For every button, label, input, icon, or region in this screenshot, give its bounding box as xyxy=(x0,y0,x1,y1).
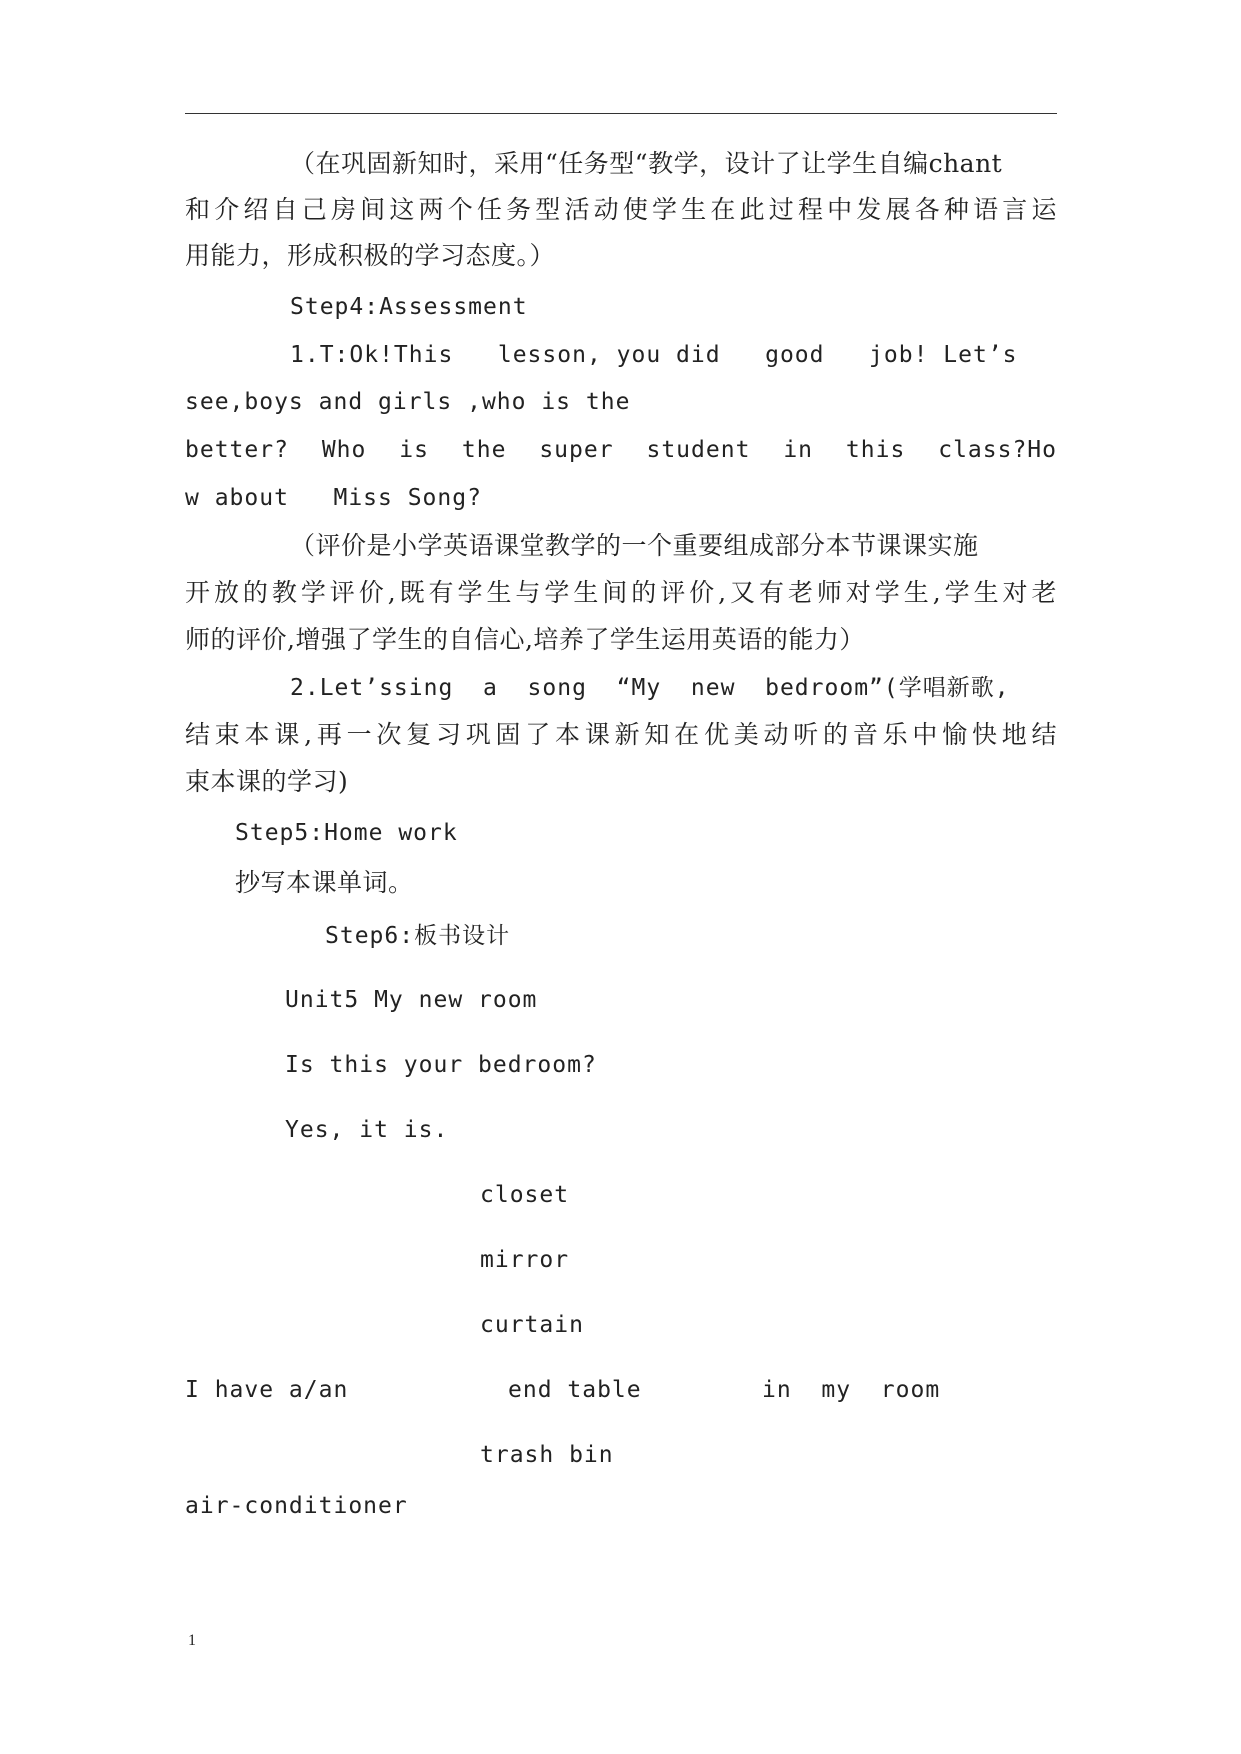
paragraph-line: 结束本课,再一次复习巩固了本课新知在优美动听的音乐中愉快地结 xyxy=(185,720,1057,749)
board-sentence-suffix: in my room xyxy=(762,1377,941,1403)
board-word: air-conditioner xyxy=(185,1493,408,1519)
board-word: trash bin xyxy=(480,1442,614,1468)
board-answer: Yes, it is. xyxy=(285,1117,449,1143)
board-word: mirror xyxy=(480,1247,570,1273)
paragraph-line: 1.T:Ok!This lesson, you did good job! Let’s xyxy=(290,342,1018,368)
board-question: Is this your bedroom? xyxy=(285,1052,597,1078)
header-rule xyxy=(185,113,1057,114)
homework-text: 抄写本课单词。 xyxy=(235,868,414,897)
paragraph-line: see,boys and girls ,who is the xyxy=(185,389,631,415)
paragraph-line: better? Who is the super student in this class?Ho xyxy=(185,437,1057,463)
paragraph-line: w about Miss Song? xyxy=(185,485,482,511)
step4-heading: Step4:Assessment xyxy=(290,294,528,320)
board-word: closet xyxy=(480,1182,570,1208)
paragraph-line: 用能力，形成积极的学习态度。） xyxy=(185,241,556,270)
board-sentence-prefix: I have a/an xyxy=(185,1377,349,1403)
page-number: 1 xyxy=(188,1632,196,1649)
board-word: end table xyxy=(508,1377,642,1403)
board-word: curtain xyxy=(480,1312,584,1338)
step6-heading: Step6:板书设计 xyxy=(325,923,511,949)
paragraph-line: 2.Let’ssing a song “My new bedroom”(学唱新歌, xyxy=(290,675,1010,701)
paragraph-line: （在巩固新知时，采用“任务型“教学，设计了让学生自编chant xyxy=(290,149,1003,178)
board-unit: Unit5 My new room xyxy=(285,987,538,1013)
paragraph-line: 开放的教学评价,既有学生与学生间的评价,又有老师对学生,学生对老 xyxy=(185,578,1057,607)
paragraph-line: （评价是小学英语课堂教学的一个重要组成部分本节课课实施 xyxy=(290,531,979,560)
step5-heading: Step5:Home work xyxy=(235,820,458,846)
paragraph-line: 师的评价,增强了学生的自信心,培养了学生运用英语的能力） xyxy=(185,625,865,654)
paragraph-line: 束本课的学习) xyxy=(185,767,349,796)
paragraph-line: 和介绍自己房间这两个任务型活动使学生在此过程中发展各种语言运 xyxy=(185,195,1057,224)
